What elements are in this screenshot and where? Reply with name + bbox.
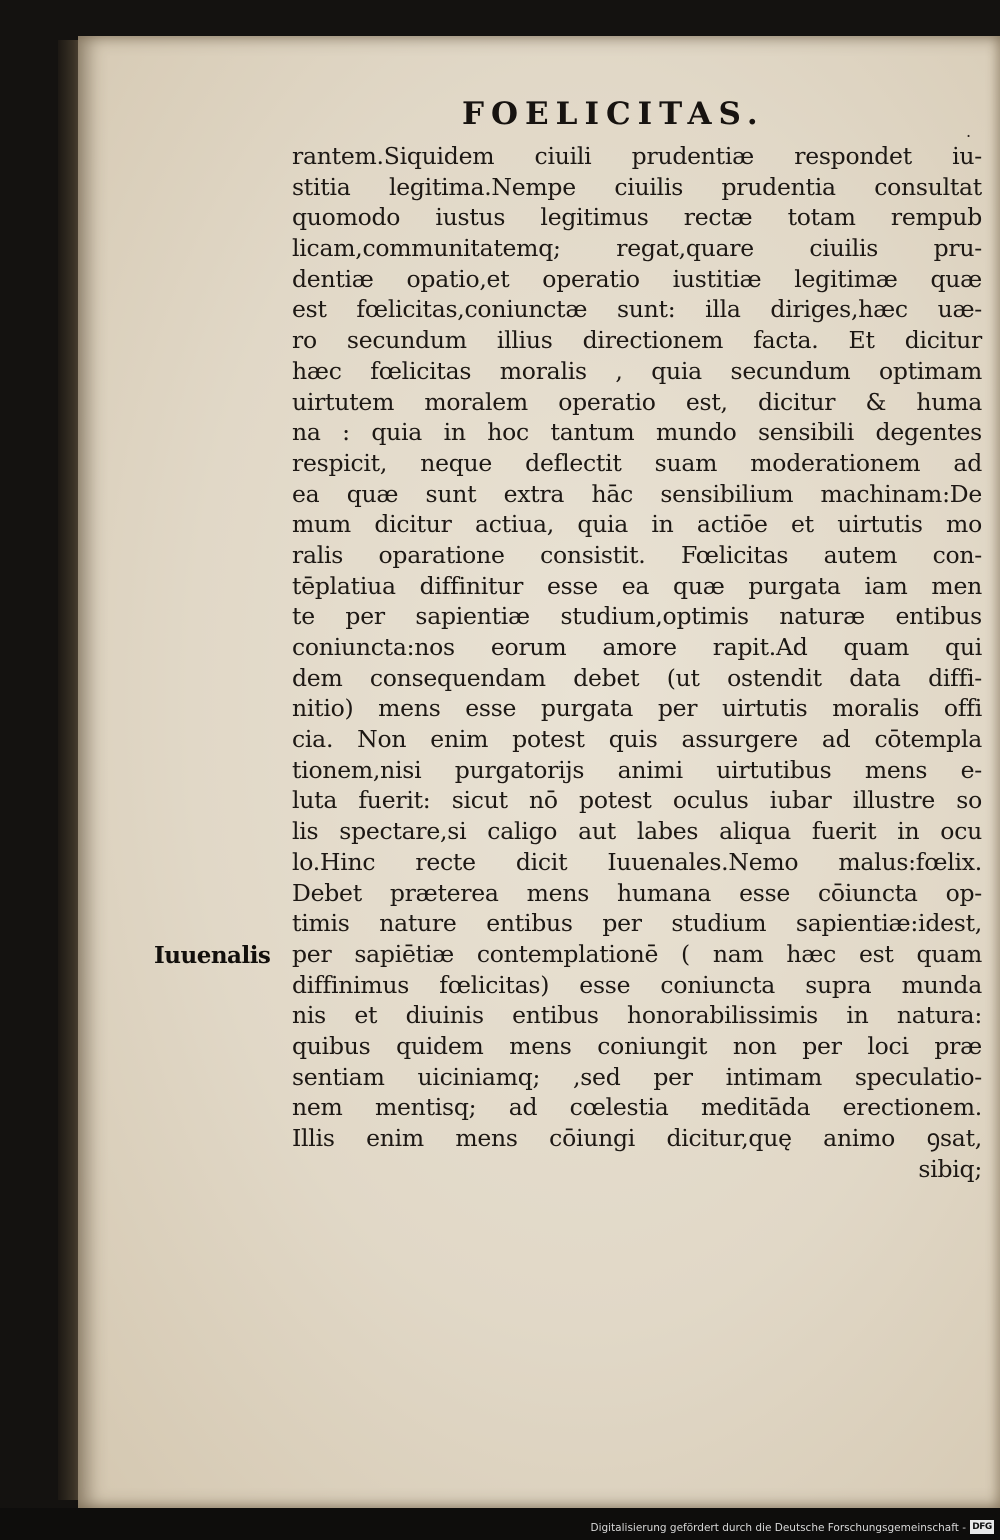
text-line: cia. Non enim potest quis assurgere ad cōtempla	[292, 725, 982, 754]
running-head: FOELICITAS.	[462, 96, 765, 132]
text-line: hæc fœlicitas moralis , quia secundum optimam	[292, 356, 982, 385]
text-line: lo.Hinc recte dicit Iuuenales.Nemo malus:fœlix.	[292, 847, 982, 876]
body-text	[292, 141, 982, 1184]
text-line: nem mentisq; ad cœlestia meditāda erectionem.	[292, 1093, 982, 1122]
marginal-note: Iuuenalis	[154, 942, 271, 969]
text-line: dentiæ opatio,et operatio iustitiæ legitimæ quæ	[292, 264, 982, 293]
text-line: diffinimus fœlicitas) esse coniuncta supra munda	[292, 970, 982, 999]
text-line: rantem.Siquidem ciuili prudentiæ respondet iu-	[292, 142, 982, 170]
text-line: dem consequendam debet (ut ostendit data diffi-	[292, 663, 982, 692]
text-line: licam,communitatemq; regat,quare ciuilis pru-	[292, 234, 982, 263]
folio-mark: .	[966, 122, 972, 141]
text-line: uirtutem moralem operatio est, dicitur & huma	[292, 387, 982, 416]
funding-credit: Digitalisierung gefördert durch die Deutsche Forschungsgemeinschaft -	[590, 1522, 966, 1534]
text-line: tēplatiua diffinitur esse ea quæ purgata iam men	[292, 571, 982, 600]
text-line: quomodo iustus legitimus rectæ totam rempub	[292, 203, 982, 232]
text-line: timis nature entibus per studium sapientiæ:idest,	[292, 909, 982, 938]
text-line: sibiq;	[918, 1154, 982, 1183]
text-line: quibus quidem mens coniungit non per loci præ	[292, 1031, 982, 1060]
text-line: Illis enim mens cōiungi dicitur,quę animo ꝯsat,	[292, 1124, 982, 1152]
text-line: ro secundum illius directionem facta. Et dicitur	[292, 326, 982, 355]
text-line: tionem,nisi purgatorijs animi uirtutibus mens e-	[292, 755, 982, 784]
text-line: ea quæ sunt extra hāc sensibilium machinam:De	[292, 479, 982, 508]
text-line: est fœlicitas,coniunctæ sunt: illa diriges,hæc uæ-	[292, 295, 982, 324]
text-line: respicit, neque deflectit suam moderationem ad	[292, 448, 982, 477]
text-line: na : quia in hoc tantum mundo sensibili degentes	[292, 418, 982, 447]
text-line: lis spectare,si caligo aut labes aliqua fuerit in ocu	[292, 817, 982, 846]
text-line: Debet præterea mens humana esse cōiuncta op-	[292, 878, 982, 907]
text-line: sentiam uiciniamq; ,sed per intimam speculatio-	[292, 1062, 982, 1091]
text-line: nitio) mens esse purgata per uirtutis moralis offi	[292, 694, 982, 723]
text-line: nis et diuinis entibus honorabilissimis in natura:	[292, 1001, 982, 1030]
text-line: mum dicitur actiua, quia in actiōe et uirtutis mo	[292, 510, 982, 539]
text-line: te per sapientiæ studium,optimis naturæ entibus	[292, 602, 982, 631]
dfg-logo: DFG	[970, 1520, 994, 1534]
text-line: per sapiētiæ contemplationē ( nam hæc est quam	[292, 939, 982, 968]
text-line: luta fuerit: sicut nō potest oculus iubar illustre so	[292, 786, 982, 815]
text-line: coniuncta:nos eorum amore rapit.Ad quam qui	[292, 633, 982, 661]
text-line: stitia legitima.Nempe ciuilis prudentia consultat	[292, 172, 982, 201]
text-line: ralis oparatione consistit. Fœlicitas autem con-	[292, 540, 982, 569]
